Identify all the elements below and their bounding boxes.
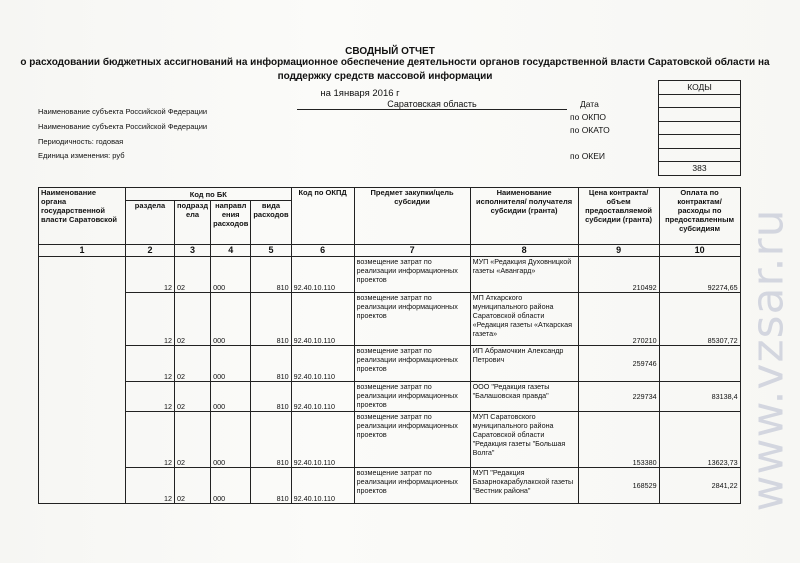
price-cell: 259746 — [578, 346, 659, 382]
vid-cell: 810 — [251, 382, 291, 412]
executor-cell: МУП Саратовского муниципального района Саратовской области "Редакция газеты "Большая Волга" — [470, 412, 578, 468]
podrazdel-cell: 02 — [175, 293, 211, 346]
watermark-text: www.vzsar.ru — [742, 208, 794, 512]
podrazdel-cell: 02 — [175, 468, 211, 504]
header-payment: Оплата по контрактам/ расходы по предоставленным субсидиям — [659, 188, 740, 245]
napr-cell: 000 — [211, 412, 251, 468]
vid-cell: 810 — [251, 346, 291, 382]
subject-cell: возмещение затрат по реализации информационных проектов — [354, 412, 470, 468]
price-cell: 270210 — [578, 293, 659, 346]
col-number: 6 — [291, 245, 354, 257]
col-number: 9 — [578, 245, 659, 257]
subject-cell: возмещение затрат по реализации информационных проектов — [354, 468, 470, 504]
podrazdel-cell: 02 — [175, 346, 211, 382]
subject-cell: возмещение затрат по реализации информационных проектов — [354, 257, 470, 293]
paid-cell: 2841,22 — [659, 468, 740, 504]
header-subject: Предмет закупки/цель субсидии — [354, 188, 470, 245]
okpd-cell: 92.40.10.110 — [291, 382, 354, 412]
vid-cell: 810 — [251, 412, 291, 468]
executor-cell: МП Аткарского муниципального района Саратовской области «Редакция газеты «Аткарская газета» — [470, 293, 578, 346]
okpd-cell: 92.40.10.110 — [291, 468, 354, 504]
subject-cell: возмещение затрат по реализации информационных проектов — [354, 346, 470, 382]
header-kbk: Код по БК — [126, 188, 292, 201]
okpo-label: по ОКПО — [570, 112, 606, 122]
unit-label: Единица изменения: руб — [38, 151, 125, 160]
executor-cell: МУП "Редакция Базарнокарабулакской газеты "Вестник района" — [470, 468, 578, 504]
razdel-cell: 12 — [126, 257, 175, 293]
executor-cell: ООО "Редакция газеты "Балашовская правда" — [470, 382, 578, 412]
subject-label-1: Наименование субъекта Российской Федерации — [38, 107, 208, 116]
col-number: 2 — [126, 245, 175, 257]
header-org: Наименование органа государственной власти Саратовской — [39, 188, 126, 245]
codes-blank — [659, 148, 741, 162]
col-number: 10 — [659, 245, 740, 257]
col-number: 4 — [211, 245, 251, 257]
report-date: на 1января 2016 г — [320, 88, 400, 99]
table-row — [39, 346, 741, 382]
date-label: Дата — [580, 99, 599, 109]
napr-cell: 000 — [211, 293, 251, 346]
codes-empty — [659, 94, 741, 108]
header-podrazdel: подразд ела — [175, 201, 211, 245]
codes-okei: 383 — [659, 162, 741, 176]
okpd-cell: 92.40.10.110 — [291, 346, 354, 382]
report-subtitle-2: поддержку средств массовой информации — [277, 71, 493, 82]
razdel-cell: 12 — [126, 293, 175, 346]
header-executor: Наименование исполнителя/ получателя субсидии (гранта) — [470, 188, 578, 245]
paid-cell: 92274,65 — [659, 257, 740, 293]
okpd-cell: 92.40.10.110 — [291, 257, 354, 293]
region-value: Саратовская область — [297, 99, 567, 110]
okpd-cell: 92.40.10.110 — [291, 293, 354, 346]
table-row — [39, 293, 741, 346]
site-watermark — [738, 160, 798, 560]
razdel-cell: 12 — [126, 346, 175, 382]
podrazdel-cell: 02 — [175, 257, 211, 293]
price-cell: 168529 — [578, 468, 659, 504]
podrazdel-cell: 02 — [175, 382, 211, 412]
header-napravlenie: направл ения расходов — [211, 201, 251, 245]
report-title: СВОДНЫЙ ОТЧЕТ — [345, 46, 435, 57]
podrazdel-cell: 02 — [175, 412, 211, 468]
vid-cell: 810 — [251, 257, 291, 293]
subject-cell: возмещение затрат по реализации информационных проектов — [354, 293, 470, 346]
table-row — [39, 412, 741, 468]
header-vid: вида расходов — [251, 201, 291, 245]
header-okpd: Код по ОКПД — [291, 188, 354, 245]
paid-cell: 13623,73 — [659, 412, 740, 468]
header-razdel: раздела — [126, 201, 175, 245]
price-cell: 153380 — [578, 412, 659, 468]
vid-cell: 810 — [251, 293, 291, 346]
col-number: 1 — [39, 245, 126, 257]
price-cell: 210492 — [578, 257, 659, 293]
col-number: 3 — [175, 245, 211, 257]
header-price: Цена контракта/ объем предоставляемой субсидии (гранта) — [578, 188, 659, 245]
table-row — [39, 468, 741, 504]
razdel-cell: 12 — [126, 468, 175, 504]
table-row — [39, 382, 741, 412]
okato-label: по ОКАТО — [570, 125, 610, 135]
org-cell — [39, 257, 126, 504]
subject-label-2: Наименование субъекта Российской Федерации — [38, 122, 208, 131]
napr-cell: 000 — [211, 346, 251, 382]
codes-date — [659, 108, 741, 122]
razdel-cell: 12 — [126, 382, 175, 412]
napr-cell: 000 — [211, 382, 251, 412]
paid-cell: 85307,72 — [659, 293, 740, 346]
codes-okpo — [659, 121, 741, 135]
paid-cell — [659, 346, 740, 382]
executor-cell: МУП «Редакция Духовницкой газеты «Авангард» — [470, 257, 578, 293]
subject-cell: возмещение затрат по реализации информационных проектов — [354, 382, 470, 412]
executor-cell: ИП Абрамочкин Александр Петрович — [470, 346, 578, 382]
codes-box — [658, 80, 741, 176]
okpd-cell: 92.40.10.110 — [291, 412, 354, 468]
col-number: 8 — [470, 245, 578, 257]
price-cell: 229734 — [578, 382, 659, 412]
vid-cell: 810 — [251, 468, 291, 504]
report-subtitle: о расходовании бюджетных ассигнований на информационное обеспечение деятельности органов государственной власти Саратовской области на — [20, 57, 770, 68]
table-row — [39, 257, 741, 293]
okei-label: по ОКЕИ — [570, 151, 606, 161]
periodicity-label: Периодичность: годовая — [38, 137, 124, 146]
codes-header: КОДЫ — [659, 81, 741, 95]
report-table — [38, 187, 741, 504]
razdel-cell: 12 — [126, 412, 175, 468]
col-number: 7 — [354, 245, 470, 257]
paid-cell: 83138,4 — [659, 382, 740, 412]
codes-okato — [659, 135, 741, 149]
col-number: 5 — [251, 245, 291, 257]
napr-cell: 000 — [211, 468, 251, 504]
napr-cell: 000 — [211, 257, 251, 293]
